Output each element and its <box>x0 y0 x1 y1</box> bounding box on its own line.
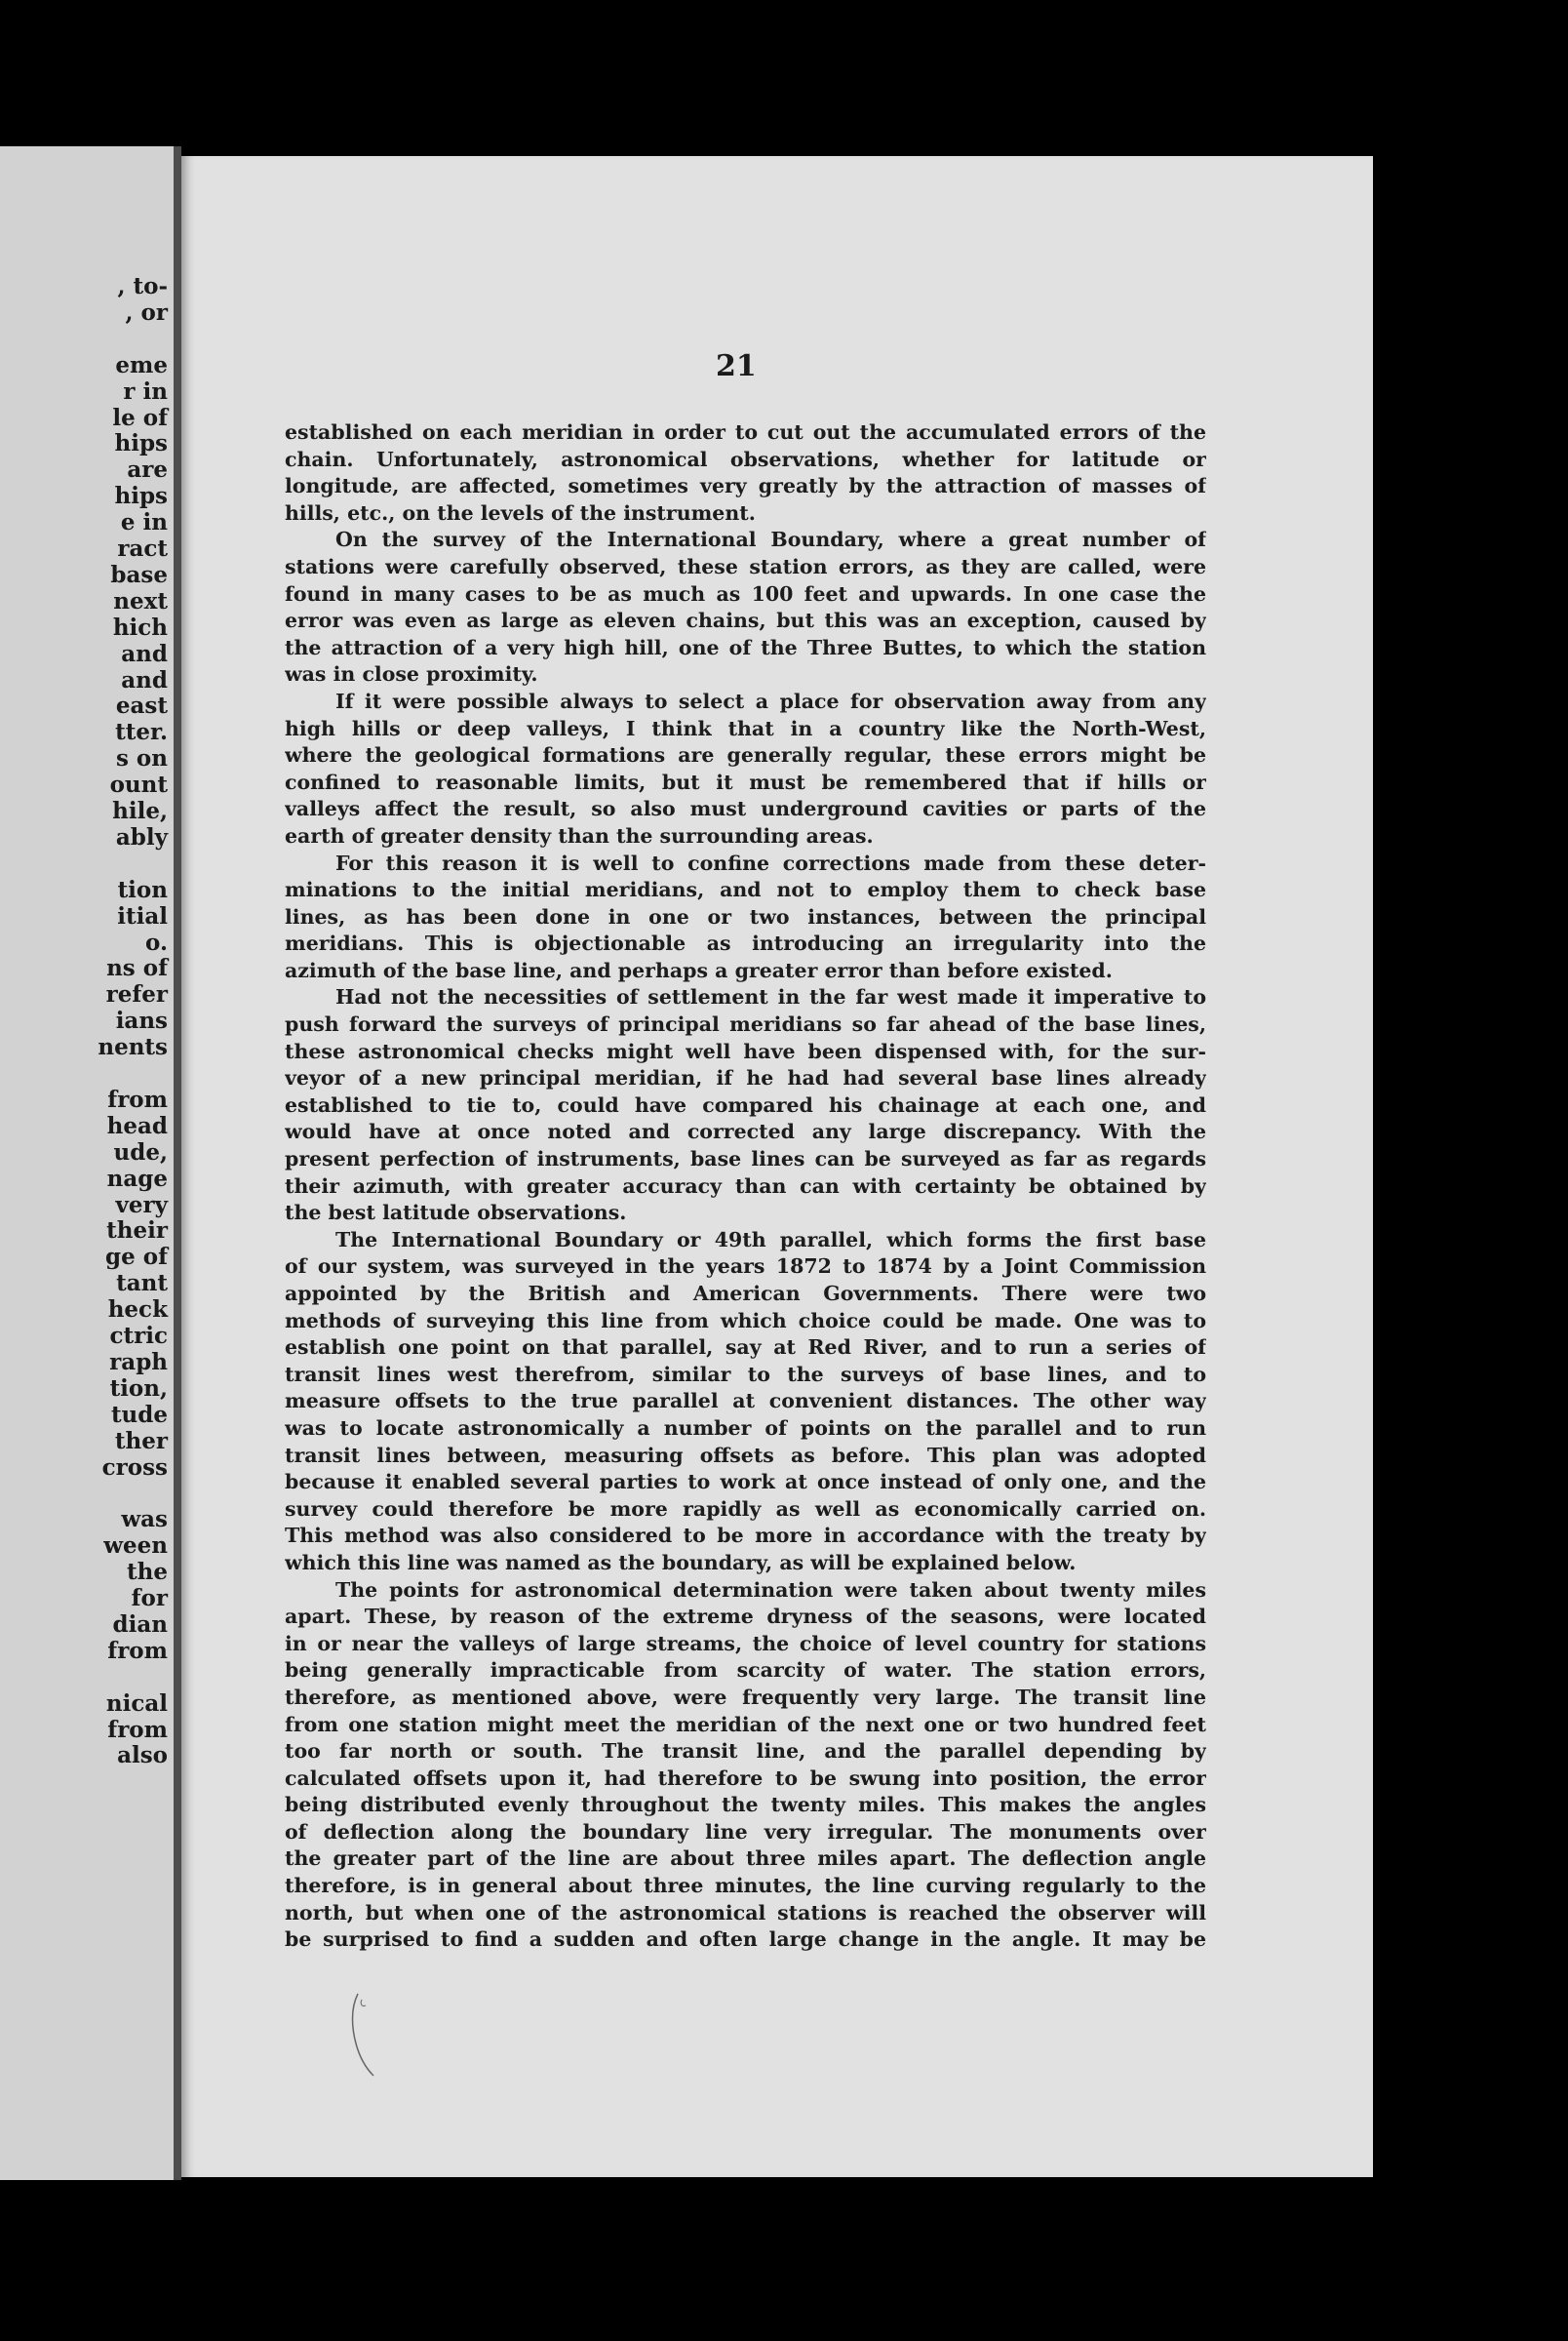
left-page-fragment: nents <box>98 1034 168 1061</box>
left-page-fragment: ude, <box>113 1138 168 1166</box>
left-page-fragment: and <box>121 640 168 667</box>
text-line: which this line was named as the boundary, as will be explained below. <box>285 1550 1077 1574</box>
text-line: valleys affect the result, so also must underground cavities or parts of the <box>285 797 1206 821</box>
text-line: would have at once noted and corrected any large discrepancy. With the <box>285 1120 1206 1144</box>
left-page-fragment: le of <box>112 404 168 431</box>
left-page-fragment: tude <box>110 1401 168 1428</box>
left-page-fragment: itial <box>117 902 168 930</box>
left-page-fragment: tant <box>116 1270 168 1297</box>
text-line: appointed by the British and American Governments. There were two <box>285 1282 1206 1305</box>
left-page-fragment: ge of <box>105 1244 168 1271</box>
left-page-fragment: ount <box>109 772 168 799</box>
page-gutter <box>174 146 181 2180</box>
text-line: their azimuth, with greater accuracy than can with certainty be obtained by <box>285 1173 1206 1198</box>
text-line: the greater part of the line are about three miles apart. The deflection angle <box>285 1846 1206 1871</box>
text-line: being generally impracticable from scarcity of water. The station errors, <box>285 1658 1206 1683</box>
left-page-fragment: and <box>121 666 168 694</box>
text-line: of our system, was surveyed in the years 1872 to 1874 by a Joint Commission <box>285 1254 1206 1279</box>
left-page-fragment: hich <box>112 614 168 641</box>
text-line: push forward the surveys of principal meridians so far ahead of the base lines, <box>285 1012 1206 1037</box>
text-line: If it were possible always to select a place for observation away from any <box>335 689 1206 713</box>
text-line: high hills or deep valleys, I think that in a country like the North-West, <box>285 716 1206 740</box>
text-line: survey could therefore be more rapidly as well as economically carried on. <box>285 1496 1206 1521</box>
left-page-fragment: cross <box>101 1453 168 1481</box>
left-page-fragment: tter. <box>115 719 168 746</box>
text-line: north, but when one of the astronomical stations is reached the observer will <box>285 1900 1206 1924</box>
text-line: minations to the initial meridians, and not to employ them to check base <box>285 878 1206 902</box>
left-page-fragment: ably <box>115 823 168 851</box>
left-page-fragment: was <box>121 1506 168 1533</box>
left-page-fragment: also <box>117 1742 168 1769</box>
text-line: where the geological formations are generally regular, these errors might be <box>285 743 1206 768</box>
left-page-fragment: tion <box>117 876 168 903</box>
left-page-fragment: hips <box>114 483 168 510</box>
text-line: too far north or south. The transit line, and the parallel depending by <box>285 1739 1206 1764</box>
text-line: The points for astronomical determination were taken about twenty miles <box>335 1577 1206 1602</box>
text-line: veyor of a new principal meridian, if he had had several base lines already <box>285 1066 1206 1091</box>
text-line: because it enabled several parties to work at once instead of only one, and the <box>285 1470 1206 1494</box>
text-line: found in many cases to be as much as 100 feet and upwards. In one case the <box>285 581 1206 606</box>
text-line: confined to reasonable limits, but it must be remembered that if hills or <box>285 770 1206 794</box>
left-page-fragment: hile, <box>112 798 168 824</box>
text-line: earth of greater density than the surrounding areas. <box>285 823 874 848</box>
left-page-fragment: are <box>127 456 168 484</box>
body-text <box>285 419 1206 1954</box>
text-line: This method was also considered to be more in accordance with the treaty by <box>285 1524 1206 1548</box>
text-line: being distributed evenly throughout the twenty miles. This makes the angles <box>285 1793 1206 1817</box>
text-line: was in close proximity. <box>285 662 538 687</box>
left-page-fragment: ns of <box>106 955 168 982</box>
text-line: meridians. This is objectionable as introducing an irregularity into the <box>285 932 1206 956</box>
margin-pencil-mark <box>346 1990 385 2078</box>
left-page-fragment: the <box>127 1559 168 1586</box>
left-page-fragment: from <box>107 1637 168 1664</box>
left-page-fragment: base <box>110 561 168 588</box>
text-line: calculated offsets upon it, had therefore to be swung into position, the error <box>285 1766 1206 1790</box>
text-line: established on each meridian in order to cut out the accumulated errors of the <box>285 420 1206 444</box>
left-page-fragment: east <box>115 693 168 720</box>
left-page-fragment: ween <box>103 1532 168 1560</box>
left-page-fragment: nical <box>105 1689 168 1717</box>
left-page-fragment: head <box>106 1112 168 1139</box>
text-line: Had not the necessities of settlement in the far west made it imperative to <box>335 985 1206 1010</box>
left-page-fragment: ians <box>115 1008 168 1035</box>
left-page-fragment: heck <box>107 1296 168 1324</box>
text-line: was to locate astronomically a number of points on the parallel and to run <box>285 1415 1206 1440</box>
left-page-fragment: eme <box>115 351 168 378</box>
text-line: established to tie to, could have compared his chainage at each one, and <box>285 1092 1206 1117</box>
text-line: On the survey of the International Boundary, where a great number of <box>335 528 1206 552</box>
left-page-fragment: , or <box>125 298 168 326</box>
text-line: error was even as large as eleven chains, but this was an exception, caused by <box>285 609 1206 633</box>
left-page-fragment: raph <box>109 1348 168 1375</box>
text-line: of deflection along the boundary line very irregular. The monuments over <box>285 1819 1206 1844</box>
text-line: present perfection of instruments, base lines can be surveyed as far as regards <box>285 1147 1206 1171</box>
left-page-fragment: ther <box>114 1427 168 1454</box>
left-page-fragment: for <box>131 1585 168 1611</box>
left-page-fragment: hips <box>114 430 168 457</box>
text-line: The International Boundary or 49th parallel, which forms the first base <box>335 1227 1206 1251</box>
left-page-fragment: nage <box>106 1165 168 1192</box>
text-line: the attraction of a very high hill, one of the Three Buttes, to which the station <box>285 635 1206 659</box>
text-line: from one station might meet the meridian of the next one or two hundred feet <box>285 1712 1206 1736</box>
text-line: apart. These, by reason of the extreme dryness of the seasons, were located <box>285 1605 1206 1629</box>
left-page-fragment: from <box>107 1086 168 1113</box>
text-line: transit lines west therefrom, similar to the surveys of base lines, and to <box>285 1362 1206 1386</box>
text-line: the best latitude observations. <box>285 1201 627 1225</box>
left-page-fragment: , to- <box>117 273 168 299</box>
left-page-fragment: dian <box>112 1610 168 1638</box>
left-page-fragment: ract <box>117 536 168 562</box>
text-line: therefore, as mentioned above, were frequently very large. The transit line <box>285 1685 1206 1709</box>
text-line: lines, as has been done in one or two instances, between the principal <box>285 904 1206 929</box>
text-line: measure offsets to the true parallel at convenient distances. The other way <box>285 1389 1206 1413</box>
text-line: For this reason it is well to confine corrections made from these deter- <box>335 851 1206 875</box>
left-page-fragment: refer <box>105 981 168 1009</box>
left-page-fragment: r in <box>123 377 168 405</box>
left-page-fragment: s on <box>115 745 168 773</box>
text-line: azimuth of the base line, and perhaps a greater error than before existed. <box>285 958 1113 982</box>
left-page-fragment: e in <box>120 509 168 536</box>
text-line: in or near the valleys of large streams, the choice of level country for stations <box>285 1631 1206 1655</box>
text-line: methods of surveying this line from which choice could be made. One was to <box>285 1308 1206 1332</box>
text-line: longitude, are affected, sometimes very greatly by the attraction of masses of <box>285 474 1206 498</box>
text-line: be surprised to find a sudden and often large change in the angle. It may be <box>285 1927 1206 1952</box>
left-facing-page <box>0 146 174 2180</box>
page-number: 21 <box>716 349 757 383</box>
text-line: hills, etc., on the levels of the instrument. <box>285 500 756 525</box>
left-page-fragment: tion, <box>109 1374 168 1402</box>
text-line: transit lines between, measuring offsets as before. This plan was adopted <box>285 1443 1206 1467</box>
left-page-fragment: ctric <box>109 1323 168 1349</box>
left-page-fragment: their <box>106 1217 168 1245</box>
text-line: chain. Unfortunately, astronomical observations, whether for latitude or <box>285 447 1206 471</box>
left-page-fragment: very <box>115 1191 168 1218</box>
left-page-fragment: from <box>107 1716 168 1743</box>
left-page-fragment: next <box>113 587 168 615</box>
left-page-fragment: o. <box>145 929 168 956</box>
text-line: establish one point on that parallel, say at Red River, and to run a series of <box>285 1335 1206 1360</box>
text-line: these astronomical checks might well have been dispensed with, for the sur- <box>285 1039 1206 1063</box>
text-line: stations were carefully observed, these station errors, as they are called, were <box>285 554 1206 578</box>
text-line: therefore, is in general about three minutes, the line curving regularly to the <box>285 1874 1206 1898</box>
